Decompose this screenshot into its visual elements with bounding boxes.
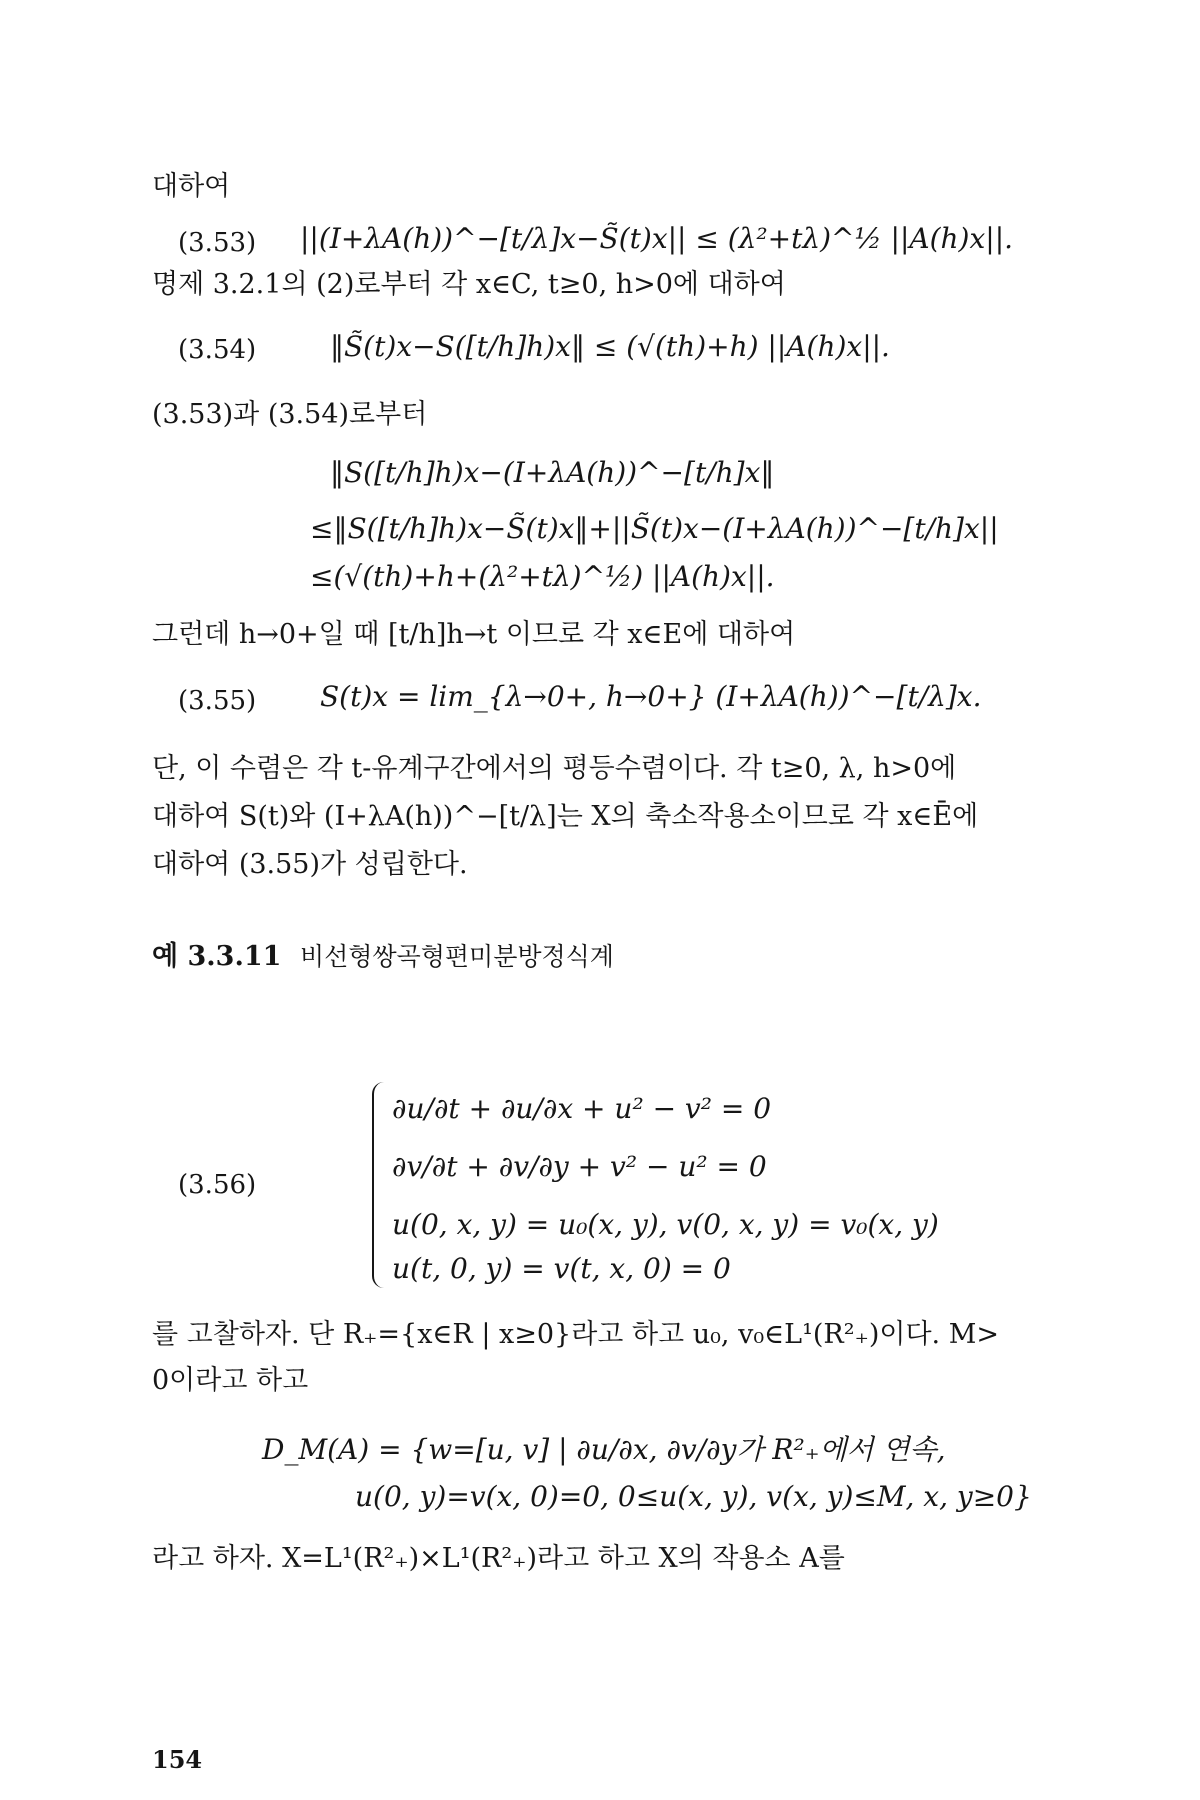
text-line-7: 대하여 (3.55)가 성립한다. (152, 849, 468, 880)
text-line-4: 그런데 h→0+일 때 [t/h]h→t 이므로 각 x∈E에 대하여 (152, 619, 796, 650)
text-line-6: 대하여 S(t)와 (I+λA(h))^−[t/λ]는 X의 축소작용소이므로 각 x∈Ē에 (152, 801, 979, 832)
text-line-1: 대하여 (152, 171, 231, 202)
equation-label-3-56: (3.56) (178, 1170, 257, 1200)
equation-label-3-55: (3.55) (178, 686, 257, 716)
equation-chain-1: ‖S([t/h]h)x−(I+λA(h))^−[t/h]x‖ (330, 456, 775, 489)
text-line-5: 단, 이 수렴은 각 t-유계구간에서의 평등수렴이다. 각 t≥0, λ, h>0에 (152, 753, 957, 784)
system-equation-1: ∂u/∂t + ∂u/∂x + u² − v² = 0 (392, 1092, 772, 1125)
equation-chain-2: ≤‖S([t/h]h)x−S̃(t)x‖+||S̃(t)x−(I+λA(h))^−[t/h]x|| (310, 512, 999, 545)
system-equation-3: u(0, x, y) = u₀(x, y), v(0, x, y) = v₀(x, y) (392, 1208, 939, 1241)
equation-3-54: ‖S̃(t)x−S([t/h]h)x‖ ≤ (√(th)+h) ||A(h)x||. (330, 330, 890, 363)
equation-label-3-54: (3.54) (178, 335, 257, 365)
text-line-8: 를 고찰하자. 단 R₊={x∈R | x≥0}라고 하고 u₀, v₀∈L¹(R²₊)이다. M> (152, 1319, 999, 1350)
example-title: 비선형쌍곡형편미분방정식계 (300, 942, 614, 971)
domain-definition-2: u(0, y)=v(x, 0)=0, 0≤u(x, y), v(x, y)≤M, x, y≥0} (355, 1480, 1032, 1513)
text-line-10: 라고 하자. X=L¹(R²₊)×L¹(R²₊)라고 하고 X의 작용소 A를 (152, 1543, 845, 1574)
example-heading: 예 3.3.11 (152, 941, 282, 972)
text-line-2: 명제 3.2.1의 (2)로부터 각 x∈C, t≥0, h>0에 대하여 (152, 269, 786, 300)
equation-chain-3: ≤(√(th)+h+(λ²+tλ)^½) ||A(h)x||. (310, 560, 775, 593)
system-brace (372, 1082, 388, 1288)
system-equation-4: u(t, 0, y) = v(t, x, 0) = 0 (392, 1252, 731, 1285)
domain-definition-1: D_M(A) = {w=[u, v] | ∂u/∂x, ∂v/∂y가 R²₊에서 연속, (262, 1433, 946, 1466)
system-equation-2: ∂v/∂t + ∂v/∂y + v² − u² = 0 (392, 1150, 767, 1183)
page-number: 154 (152, 1745, 203, 1774)
equation-label-3-53: (3.53) (178, 228, 257, 258)
text-line-3: (3.53)과 (3.54)로부터 (152, 399, 428, 430)
equation-3-55: S(t)x = lim_{λ→0+, h→0+} (I+λA(h))^−[t/λ]x. (320, 680, 982, 713)
text-line-9: 0이라고 하고 (152, 1365, 309, 1396)
equation-3-53: ||(I+λA(h))^−[t/λ]x−S̃(t)x|| ≤ (λ²+tλ)^½ ||A(h)x||. (300, 222, 1014, 255)
